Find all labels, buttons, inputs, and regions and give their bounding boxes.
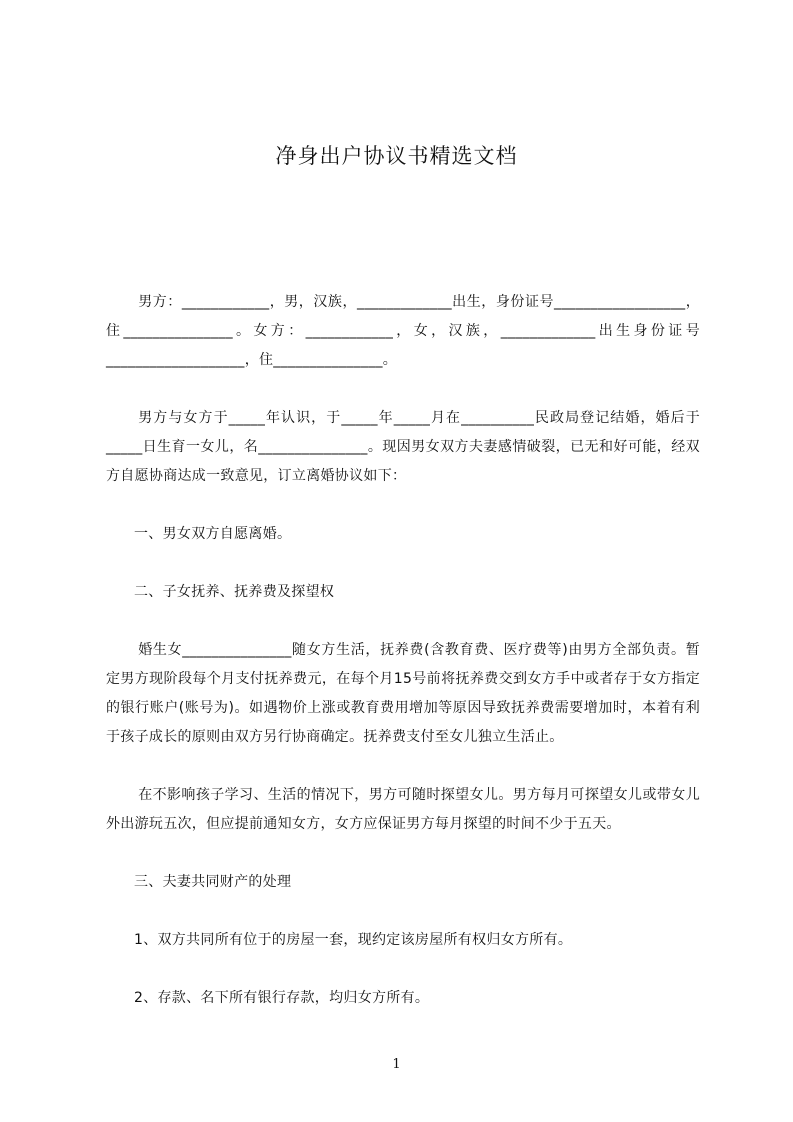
page-number: 1	[392, 1057, 401, 1072]
document-title: 净身出户协议书精选文档	[275, 144, 518, 168]
clause-1-heading: 一、男女双方自愿离婚。	[134, 526, 292, 542]
party-info-paragraph: 男方：____________，男，汉族，_____________出生，身份证号__________________，住_______________。女方：____________，女，汉族，_____________出生身份证号___________________，住_______________。	[106, 294, 700, 368]
clause-2-heading: 二、子女抚养、抚养费及探望权	[134, 584, 335, 600]
visitation-paragraph: 在不影响孩子学习、生活的情况下，男方可随时探望女儿。男方每月可探望女儿或带女儿外出游玩五次，但应提前通知女方，女方应保证男方每月探望的时间不少于五天。	[106, 787, 700, 832]
clause-3-heading: 三、夫妻共同财产的处理	[134, 874, 292, 890]
property-item-1: 1、双方共同所有位于的房屋一套，现约定该房屋所有权归女方所有。	[134, 932, 573, 948]
property-item-2: 2、存款、名下所有银行存款，均归女方所有。	[134, 990, 430, 1006]
document-body	[106, 288, 700, 1042]
child-support-paragraph: 婚生女_______________随女方生活，抚养费(含教育费、医疗费等)由男方全部负责。暂定男方现阶段每个月支付抚养费元，在每个月15号前将抚养费交到女方手中或者存于女方指定的银行账户(账号为)。如遇物价上涨或教育费用增加等原因导致抚养费需要增加时，本着有利于孩子成长的原则由双方另行协商确定。抚养费支付至女儿独立生活止。	[106, 642, 700, 745]
marriage-background-paragraph: 男方与女方于_____年认识，于_____年_____月在__________民政局登记结婚，婚后于_____日生育一女儿，名_______________。现因男女双方夫妻感情破裂，已无和好可能，经双方自愿协商达成一致意见，订立离婚协议如下：	[106, 410, 700, 484]
